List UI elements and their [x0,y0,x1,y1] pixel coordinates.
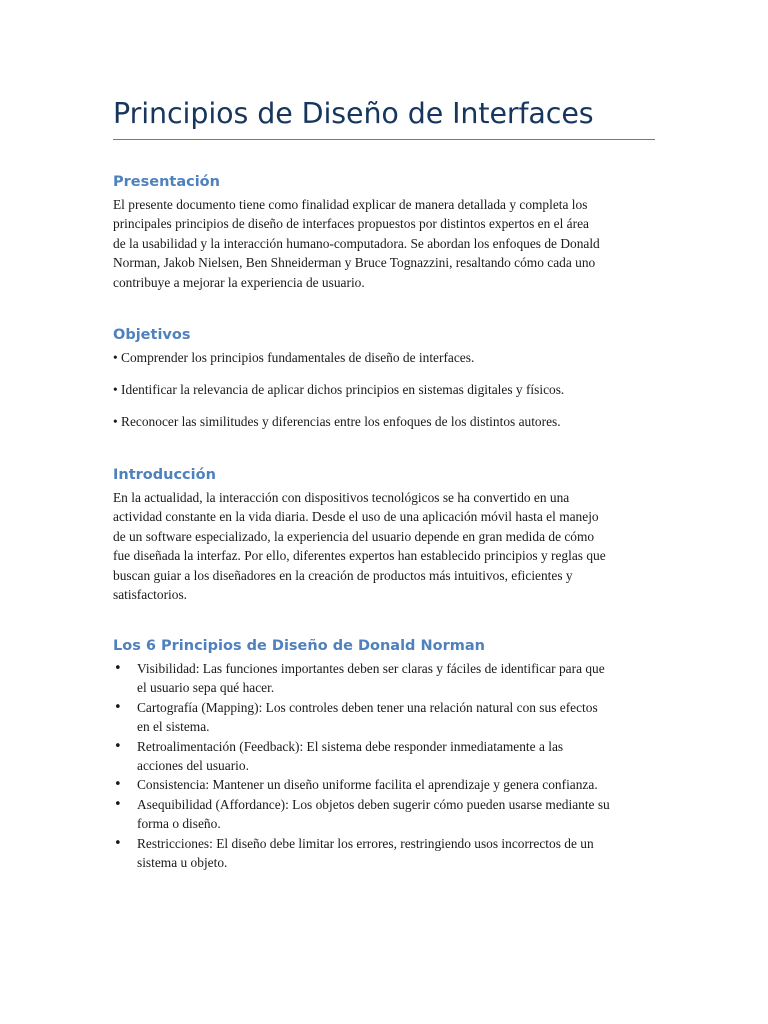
list-item-line: Visibilidad: Las funciones importantes deben ser claras y fáciles de identificar para que [137,661,605,676]
list-item [113,659,655,698]
paragraph-line: actividad constante en la vida diaria. Desde el uso de una aplicación móvil hasta el manejo [113,509,599,525]
bullet-icon: • [114,738,122,754]
paragraph-line: El presente documento tiene como finalidad explicar de manera detallada y completa los [113,197,588,212]
paragraph-line: principales principios de diseño de interfaces propuestos por distintos expertos en el área [113,216,589,232]
heading-objetivos: Objetivos [113,327,191,343]
list-item-line: acciones del usuario. [137,758,249,774]
norman-principles-list [113,659,655,872]
paragraph-line: buscan guiar a los diseñadores en la creación de productos más intuitivos, eficientes y [113,567,573,583]
list-item-line: Restricciones: El diseño debe limitar los errores, restringiendo usos incorrectos de un [137,835,594,851]
list-item-line: en el sistema. [137,719,210,735]
bullet-icon: • [114,699,122,715]
paragraph-line: En la actualidad, la interacción con dispositivos tecnológicos se ha convertido en una [113,490,570,505]
list-item [113,775,655,794]
bullet-icon: • [114,661,122,676]
list-item-line: Cartografía (Mapping): Los controles deben tener una relación natural con sus efectos [137,699,598,715]
paragraph-line: de la usabilidad y la interacción humano-computadora. Se abordan los enfoques de Donald [113,235,600,251]
paragraph-line: Norman, Jakob Nielsen, Ben Shneiderman y Bruce Tognazzini, resaltando cómo cada uno [113,255,596,271]
list-item-line: el usuario sepa qué hacer. [137,680,275,696]
list-item [113,737,655,776]
bullet-icon: • [114,835,122,851]
list-item [113,698,655,737]
bullet-icon: • [114,777,122,793]
objetivo-item: • Identificar la relevancia de aplicar dichos principios en sistemas digitales y físicos. [113,382,565,397]
objetivo-item: • Comprender los principios fundamentales de diseño de interfaces. [113,350,475,365]
list-item-line: Consistencia: Mantener un diseño uniforme facilita el aprendizaje y genera confianza. [137,777,598,793]
list-item [113,795,655,834]
paragraph-line: de un software especializado, la experiencia del usuario depende en gran medida de cómo [113,528,595,544]
heading-norman: Los 6 Principios de Diseño de Donald Norman [113,638,485,654]
paragraph-line: fue diseñada la interfaz. Por ello, diferentes expertos han establecido principios y reglas que [113,548,606,564]
list-item-line: forma o diseño. [137,816,221,832]
bullet-icon: • [114,796,122,812]
presentacion-paragraph [113,195,655,292]
heading-introduccion: Introducción [113,467,216,483]
list-item-line: Asequibilidad (Affordance): Los objetos deben sugerir cómo pueden usarse mediante su [137,796,610,812]
list-item-line: sistema u objeto. [137,855,228,871]
introduccion-paragraph [113,488,655,604]
heading-presentacion: Presentación [113,174,220,190]
list-item-line: Retroalimentación (Feedback): El sistema debe responder inmediatamente a las [137,738,564,754]
paragraph-line: satisfactorios. [113,587,188,603]
title-underline [113,139,655,140]
document-title: Principios de Diseño de Interfaces [113,97,594,130]
paragraph-line: contribuye a mejorar la experiencia de usuario. [113,274,365,290]
list-item [113,834,655,873]
objetivo-item: • Reconocer las similitudes y diferencias entre los enfoques de los distintos autores. [113,414,561,429]
